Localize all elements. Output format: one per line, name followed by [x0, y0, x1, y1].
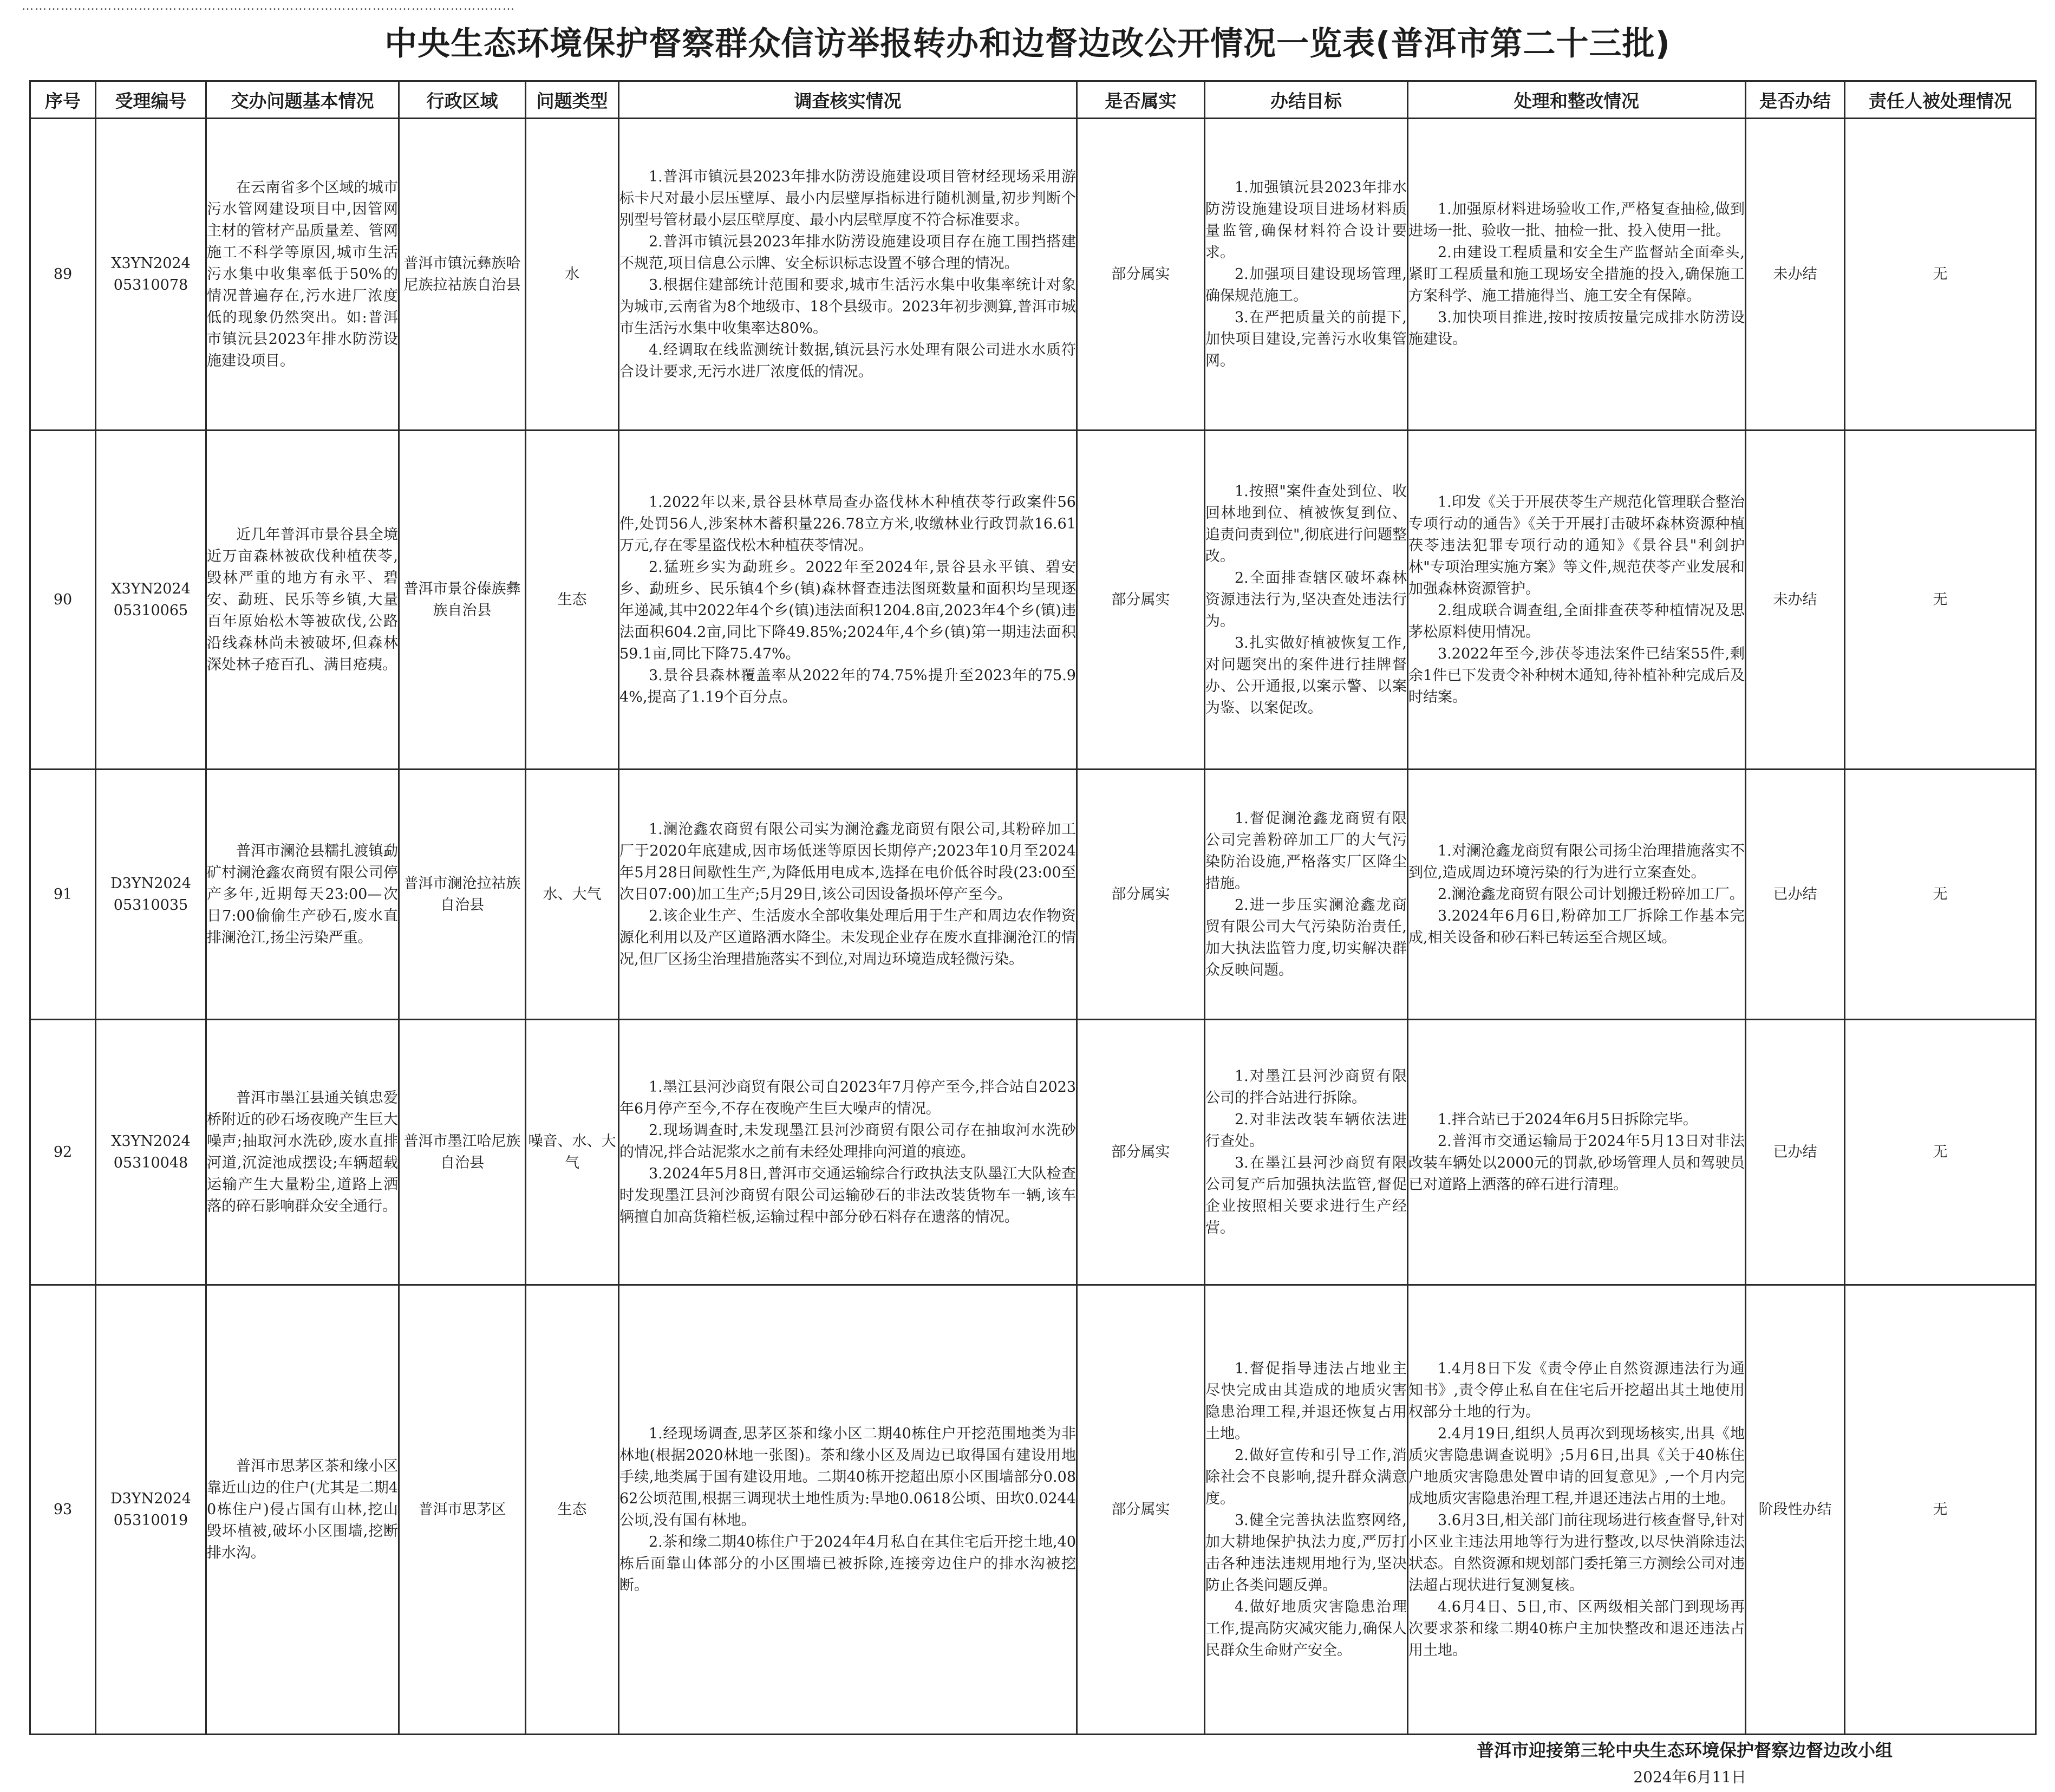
case-id-part: 05310048: [113, 1154, 188, 1171]
issue-type-cell: 生态: [526, 1285, 619, 1735]
goal-cell: [1205, 119, 1408, 431]
report-table: [29, 80, 2037, 1735]
goal-item: 2.做好宣传和引导工作,消除社会不良影响,提升群众满意度。: [1205, 1446, 1407, 1507]
goal-item: 3.在墨江县河沙商贸有限公司复产后加强执法监管,督促企业按照相关要求进行生产经营。: [1205, 1154, 1407, 1236]
rectification-item: 3.6月3日,相关部门前往现场进行核查督导,针对小区业主违法用地等行为进行整改,以尽快消除违法状态。自然资源和规划部门委托第三方测绘公司对违法超占现状进行复测复核。: [1408, 1511, 1745, 1594]
region-cell: 普洱市墨江哈尼族自治县: [399, 1020, 526, 1285]
region-cell: 普洱市景谷傣族彝族自治县: [399, 431, 526, 770]
goal-item: 2.进一步压实澜沧鑫龙商贸有限公司大气污染防治责任,加大执法监管力度,切实解决群众反映问题。: [1205, 896, 1407, 979]
responsible-cell: 无: [1845, 431, 2036, 770]
seq-cell: 89: [30, 119, 96, 431]
issue-text: 普洱市思茅区茶和缘小区靠近山边的住户(尤其是二期40栋住户)侵占国有山林,挖山毁坏植被,破坏小区围墙,挖断排水沟。: [207, 1457, 398, 1561]
case-id-part: 05310035: [113, 896, 188, 914]
header-closed: 是否办结: [1746, 81, 1845, 119]
issuing-organization: 普洱市迎接第三轮中央生态环境保护督察边督边改小组: [1476, 1740, 1893, 1761]
goal-item: 1.督促澜沧鑫龙商贸有限公司完善粉碎加工厂的大气污染防治设施,严格落实厂区降尘措施。: [1205, 810, 1407, 892]
goal-item: 1.加强镇沅县2023年排水防涝设施建设项目进场材料质量监管,确保材料符合设计要求。: [1205, 179, 1407, 261]
case-id-part: D3YN2024: [110, 875, 191, 892]
goal-cell: [1205, 1020, 1408, 1285]
issue-cell: [206, 1020, 399, 1285]
investigation-item: 1.澜沧鑫农商贸有限公司实为澜沧鑫龙商贸有限公司,其粉碎加工厂于2020年底建成,因市场低迷等原因长期停产;2023年10月至2024年5月28日间歇性生产,为降低用电成本,选择在电价低谷时段(23:00至次日07:00)加工生产;5月29日,该公司因设备损坏停产至今。: [619, 820, 1076, 903]
goal-item: 4.做好地质灾害隐患治理工作,提高防灾减灾能力,确保人民群众生命财产安全。: [1205, 1598, 1407, 1659]
investigation-item: 3.根据住建部统计范围和要求,城市生活污水集中收集率统计对象为城市,云南省为8个地级市、18个县级市。2023年初步测算,普洱市城市生活污水集中收集率达80%。: [619, 276, 1076, 337]
rectification-item: 2.澜沧鑫龙商贸有限公司计划搬迁粉碎加工厂。: [1438, 885, 1744, 903]
header-issue-type: 问题类型: [526, 81, 619, 119]
case-id-cell: [96, 119, 206, 431]
verified-cell: 部分属实: [1077, 431, 1205, 770]
issue-cell: [206, 770, 399, 1020]
rectification-cell: [1408, 431, 1746, 770]
case-id-part: X3YN2024: [111, 580, 191, 597]
investigation-item: 4.经调取在线监测统计数据,镇沅县污水处理有限公司进水水质符合设计要求,无污水进厂浓度低的情况。: [619, 341, 1076, 380]
rectification-item: 1.4月8日下发《责令停止自然资源违法行为通知书》,责令停止私自在住宅后开挖超出其土地使用权部分土地的行为。: [1408, 1360, 1745, 1420]
table-row: [30, 119, 2036, 431]
issue-date: 2024年6月11日: [1633, 1768, 1746, 1786]
rectification-item: 3.2022年至今,涉茯苓违法案件已结案55件,剩余1件已下发责令补种树木通知,待补植补种完成后及时结案。: [1408, 645, 1745, 706]
goal-item: 3.在严把质量关的前提下,加快项目建设,完善污水收集管网。: [1205, 309, 1407, 369]
issue-type-cell: 水、大气: [526, 770, 619, 1020]
issue-cell: [206, 431, 399, 770]
goal-cell: [1205, 770, 1408, 1020]
investigation-item: 2.普洱市镇沅县2023年排水防涝设施建设项目存在施工围挡搭建不规范,项目信息公示牌、安全标识标志设置不够合理的情况。: [619, 233, 1076, 272]
verified-cell: 部分属实: [1077, 1285, 1205, 1735]
header-goal: 办结目标: [1205, 81, 1408, 119]
issue-type-cell: 水: [526, 119, 619, 431]
investigation-item: 2.茶和缘二期40栋住户于2024年4月私自在其住宅后开挖土地,40栋后面靠山体部分的小区围墙已被拆除,连接旁边住户的排水沟被挖断。: [619, 1533, 1076, 1594]
goal-item: 1.督促指导违法占地业主尽快完成由其造成的地质灾害隐患治理工程,并退还恢复占用土地。: [1205, 1360, 1407, 1442]
header-case-id: 受理编号: [96, 81, 206, 119]
issue-cell: [206, 119, 399, 431]
rectification-cell: [1408, 1285, 1746, 1735]
case-id-cell: [96, 1285, 206, 1735]
seq-cell: 92: [30, 1020, 96, 1285]
region-cell: 普洱市镇沅彝族哈尼族拉祜族自治县: [399, 119, 526, 431]
investigation-item: 1.2022年以来,景谷县林草局查办盗伐林木种植茯苓行政案件56件,处罚56人,涉案林木蓄积量226.78立方米,收缴林业行政罚款16.61万元,存在零星盗伐松木种植茯苓情况。: [619, 493, 1076, 554]
goal-item: 2.全面排查辖区破坏森林资源违法行为,坚决查处违法行为。: [1205, 569, 1407, 630]
goal-item: 1.按照"案件查处到位、收回林地到位、植被恢复到位、追责问责到位",彻底进行问题整改。: [1205, 483, 1407, 565]
investigation-item: 3.景谷县森林覆盖率从2022年的74.75%提升至2023年的75.94%,提高了1.19个百分点。: [619, 667, 1076, 706]
goal-cell: [1205, 431, 1408, 770]
investigation-cell: [619, 1020, 1077, 1285]
region-cell: 普洱市思茅区: [399, 1285, 526, 1735]
investigation-item: 3.2024年5月8日,普洱市交通运输综合行政执法支队墨江大队检查时发现墨江县河沙商贸有限公司运输砂石的非法改装货物车一辆,该车辆擅自加高货箱栏板,运输过程中部分砂石料存在遗落的情况。: [619, 1165, 1076, 1226]
issue-type-cell: 生态: [526, 431, 619, 770]
header-investigation: 调查核实情况: [619, 81, 1077, 119]
case-id-part: 05310065: [113, 602, 188, 619]
issue-type-cell: 噪音、水、大气: [526, 1020, 619, 1285]
rectification-item: 2.4月19日,组织人员再次到现场核实,出具《地质灾害隐患调查说明》;5月6日,出具《关于40栋住户地质灾害隐患处置申请的回复意见》,一个月内完成地质灾害隐患治理工程,并退还违法占用的土地。: [1408, 1425, 1745, 1507]
issue-text: 在云南省多个区域的城市污水管网建设项目中,因管网主材的管材产品质量差、管网施工不科学等原因,城市生活污水集中收集率低于50%的情况普遍存在,污水进厂浓度低的现象仍然突出。如:普洱市镇沅县2023年排水防涝设施建设项目。: [207, 179, 398, 369]
goal-cell: [1205, 1285, 1408, 1735]
rectification-item: 3.加快项目推进,按时按质按量完成排水防涝设施建设。: [1408, 309, 1745, 348]
issue-cell: [206, 1285, 399, 1735]
investigation-cell: [619, 1285, 1077, 1735]
responsible-cell: 无: [1845, 119, 2036, 431]
rectification-item: 2.由建设工程质量和安全生产监督站全面牵头,紧盯工程质量和施工现场安全措施的投入,确保施工方案科学、施工措施得当、施工安全有保障。: [1408, 244, 1745, 304]
closed-status-cell: 已办结: [1746, 770, 1845, 1020]
table-row: [30, 1285, 2036, 1735]
issue-text: 普洱市墨江县通关镇忠爱桥附近的砂石场夜晚产生巨大噪声;抽取河水洗砂,废水直排河道,沉淀池成摆设;车辆超载运输产生大量粉尘,道路上洒落的碎石影响群众安全通行。: [207, 1089, 398, 1215]
issue-text: 近几年普洱市景谷县全境近万亩森林被砍伐种植茯苓,毁林严重的地方有永平、碧安、勐班、民乐等乡镇,大量百年原始松木等被砍伐,公路沿线森林尚未被破坏,但森林深处林子疮百孔、满目疮痍。: [207, 526, 398, 673]
rectification-cell: [1408, 119, 1746, 431]
region-cell: 普洱市澜沧拉祜族自治县: [399, 770, 526, 1020]
rectification-item: 1.拌合站已于2024年6月5日拆除完毕。: [1438, 1111, 1698, 1128]
header-seq: 序号: [30, 81, 96, 119]
header-issue: 交办问题基本情况: [206, 81, 399, 119]
investigation-item: 1.普洱市镇沅县2023年排水防涝设施建设项目管材经现场采用游标卡尺对最小层压壁厚、最小内层壁厚指标进行随机测量,初步判断个别型号管材最小层压壁厚度、最小内层壁厚度不符合标准要求。: [619, 168, 1076, 229]
rectification-item: 1.加强原材料进场验收工作,严格复查抽检,做到进场一批、验收一批、抽检一批、投入使用一批。: [1408, 200, 1745, 239]
investigation-cell: [619, 431, 1077, 770]
investigation-item: 2.猛班乡实为勐班乡。2022年至2024年,景谷县永平镇、碧安乡、勐班乡、民乐镇4个乡(镇)森林督查违法图斑数量和面积均呈现逐年递减,其中2022年4个乡(镇)违法面积1204.8亩,2023年4个乡(镇)违法面积604.2亩,同比下降49.85%;2024年,4个乡(镇)第一期违法面积59.1亩,同比下降75.47%。: [619, 558, 1076, 662]
header-region: 行政区域: [399, 81, 526, 119]
goal-item: 2.加强项目建设现场管理,确保规范施工。: [1205, 265, 1407, 304]
case-id-part: X3YN2024: [111, 255, 191, 272]
verified-cell: 部分属实: [1077, 1020, 1205, 1285]
top-cropped-text: ……………………………………………………………………………………………………: [22, 0, 516, 13]
rectification-item: 3.2024年6月6日,粉碎加工厂拆除工作基本完成,相关设备和砂石料已转运至合规区域。: [1408, 907, 1745, 946]
table-row: [30, 431, 2036, 770]
closed-status-cell: 已办结: [1746, 1020, 1845, 1285]
investigation-item: 1.墨江县河沙商贸有限公司自2023年7月停产至今,拌合站自2023年6月停产至今,不存在夜晚产生巨大噪声的情况。: [619, 1078, 1076, 1117]
verified-cell: 部分属实: [1077, 770, 1205, 1020]
case-id-cell: [96, 1020, 206, 1285]
investigation-item: 2.该企业生产、生活废水全部收集处理后用于生产和周边农作物资源化利用以及产区道路洒水降尘。未发现企业存在废水直排澜沧江的情况,但厂区扬尘治理措施落实不到位,对周边环境造成轻微污染。: [619, 907, 1076, 968]
rectification-item: 1.印发《关于开展茯苓生产规范化管理联合整治专项行动的通告》《关于开展打击破坏森林资源种植茯苓违法犯罪专项行动的通知》《景谷县"利剑护林"专项治理实施方案》等文件,规范茯苓产业发展和加强森林资源管护。: [1408, 493, 1745, 597]
rectification-item: 2.普洱市交通运输局于2024年5月13日对非法改装车辆处以2000元的罚款,砂场管理人员和驾驶员已对道路上洒落的碎石进行清理。: [1408, 1132, 1745, 1193]
issue-text: 普洱市澜沧县糯扎渡镇勐矿村澜沧鑫农商贸有限公司停产多年,近期每天23:00—次日7:00偷偷生产砂石,废水直排澜沧江,扬尘污染严重。: [207, 842, 398, 946]
page-title: 中央生态环境保护督察群众信访举报转办和边督边改公开情况一览表(普洱市第二十三批): [384, 25, 1671, 63]
header-rectification: 处理和整改情况: [1408, 81, 1746, 119]
header-responsible: 责任人被处理情况: [1845, 81, 2036, 119]
responsible-cell: 无: [1845, 770, 2036, 1020]
header-row: [30, 81, 2036, 119]
rectification-item: 4.6月4日、5日,市、区两级相关部门到现场再次要求茶和缘二期40栋户主加快整改和退还违法占用土地。: [1408, 1598, 1745, 1659]
responsible-cell: 无: [1845, 1020, 2036, 1285]
rectification-cell: [1408, 770, 1746, 1020]
header-verified: 是否属实: [1077, 81, 1205, 119]
seq-cell: 91: [30, 770, 96, 1020]
investigation-cell: [619, 119, 1077, 431]
seq-cell: 90: [30, 431, 96, 770]
closed-status-cell: 阶段性办结: [1746, 1285, 1845, 1735]
investigation-item: 2.现场调查时,未发现墨江县河沙商贸有限公司存在抽取河水洗砂的情况,拌合站泥浆水之前有未经处理排向河道的痕迹。: [619, 1122, 1076, 1161]
case-id-cell: [96, 770, 206, 1020]
rectification-item: 2.组成联合调查组,全面排查茯苓种植情况及思茅松原料使用情况。: [1408, 602, 1745, 641]
goal-item: 1.对墨江县河沙商贸有限公司的拌合站进行拆除。: [1205, 1067, 1407, 1106]
rectification-item: 1.对澜沧鑫龙商贸有限公司扬尘治理措施落实不到位,造成周边环境污染的行为进行立案查处。: [1408, 842, 1745, 881]
goal-item: 2.对非法改装车辆依法进行查处。: [1205, 1111, 1407, 1150]
goal-item: 3.扎实做好植被恢复工作,对问题突出的案件进行挂牌督办、公开通报,以案示警、以案为鉴、以案促改。: [1205, 634, 1407, 716]
closed-status-cell: 未办结: [1746, 431, 1845, 770]
case-id-part: X3YN2024: [111, 1132, 191, 1150]
case-id-part: 05310019: [113, 1511, 188, 1529]
case-id-part: D3YN2024: [110, 1490, 191, 1507]
verified-cell: 部分属实: [1077, 119, 1205, 431]
table-row: [30, 1020, 2036, 1285]
case-id-part: 05310078: [113, 276, 188, 294]
goal-item: 3.健全完善执法监察网络,加大耕地保护执法力度,严厉打击各种违法违规用地行为,坚决防止各类问题反弹。: [1205, 1511, 1407, 1594]
investigation-item: 1.经现场调查,思茅区茶和缘小区二期40栋住户开挖范围地类为非林地(根据2020林地一张图)。茶和缘小区及周边已取得国有建设用地手续,地类属于国有建设用地。二期40栋开挖超出原小区围墙部分0.0862公顷范围,根据三调现状土地性质为:旱地0.0618公顷、田坎0.0244公顷,没有国有林地。: [619, 1425, 1076, 1529]
responsible-cell: 无: [1845, 1285, 2036, 1735]
seq-cell: 93: [30, 1285, 96, 1735]
closed-status-cell: 未办结: [1746, 119, 1845, 431]
case-id-cell: [96, 431, 206, 770]
table-row: [30, 770, 2036, 1020]
rectification-cell: [1408, 1020, 1746, 1285]
investigation-cell: [619, 770, 1077, 1020]
